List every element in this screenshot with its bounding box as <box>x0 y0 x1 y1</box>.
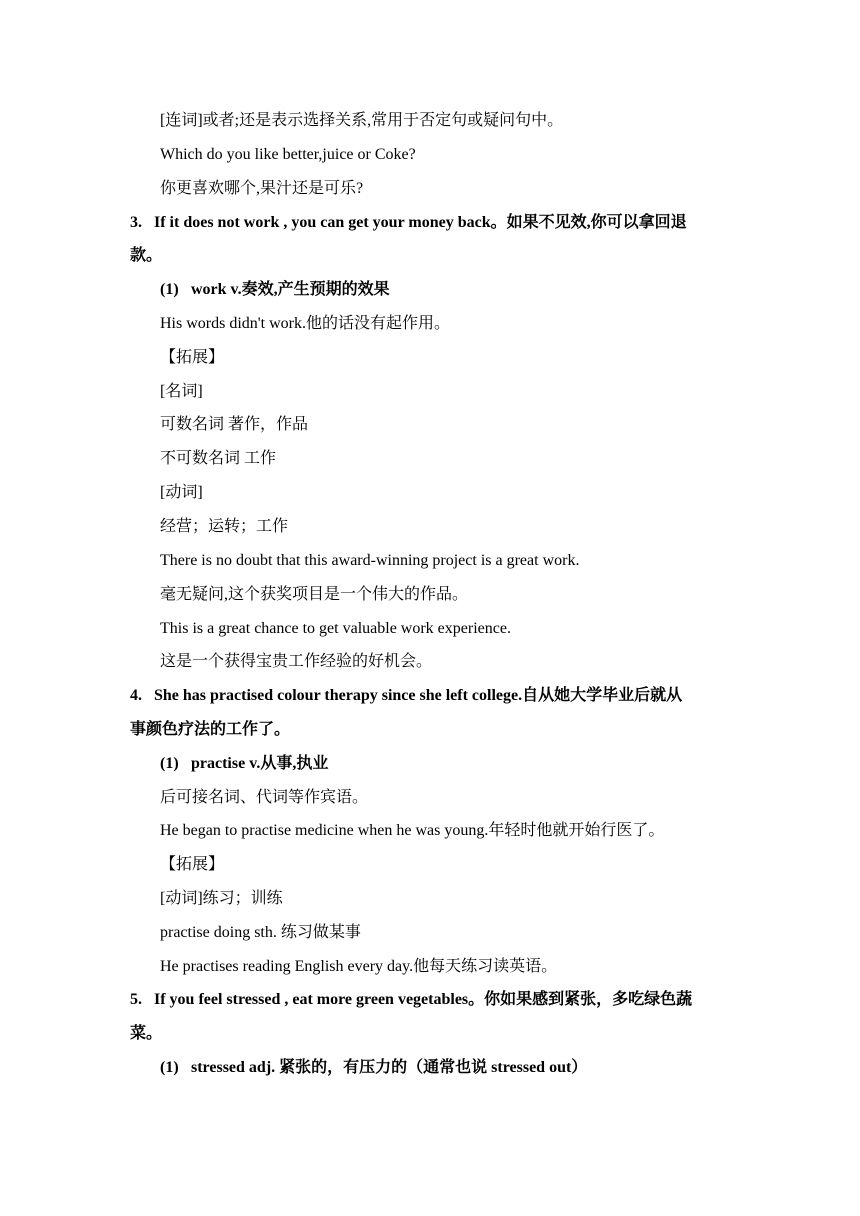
subheading-5-1 <box>160 1058 587 1078</box>
text-line: 你更喜欢哪个,果汁还是可乐? <box>160 180 364 197</box>
text-line: 经营；运转；工作 <box>160 518 289 535</box>
text-line: [名词] <box>160 383 203 400</box>
text-line: His words didn't work.他的话没有起作用。 <box>160 315 450 332</box>
text-line: He began to practise medicine when he was young.年轻时他就开始行医了。 <box>160 822 665 839</box>
text-line: 后可接名词、代词等作宾语。 <box>160 789 369 806</box>
section-heading-4 <box>130 686 682 706</box>
section-sentence: If you feel stressed , eat more green vegetables。你如果感到紧张，多吃绿色蔬 <box>154 991 693 1008</box>
text-line: He practises reading English every day.他每天练习读英语。 <box>160 958 558 975</box>
text-line: This is a great chance to get valuable work experience. <box>160 620 511 637</box>
subheading-text: work v.奏效,产生预期的效果 <box>191 281 390 298</box>
text-line: [连词]或者;还是表示选择关系,常用于否定句或疑问句中。 <box>160 112 564 129</box>
section-heading-4-continuation: 事颜色疗法的工作了。 <box>130 721 291 738</box>
section-number: 5. <box>130 991 142 1008</box>
expansion-label: 【拓展】 <box>160 349 225 366</box>
subheading-3-1 <box>160 280 390 300</box>
text-line: There is no doubt that this award-winning project is a great work. <box>160 552 580 569</box>
section-number: 4. <box>130 687 142 704</box>
text-line: 可数名词 著作，作品 <box>160 416 309 433</box>
subheading-text: stressed adj. 紧张的，有压力的（通常也说 stressed out） <box>191 1059 588 1076</box>
expansion-label: 【拓展】 <box>160 856 225 873</box>
subheading-text: practise v.从事,执业 <box>191 755 329 772</box>
section-heading-5 <box>130 990 692 1010</box>
text-line: practise doing sth. 练习做某事 <box>160 924 361 941</box>
subheading-number: (1) <box>160 1059 179 1076</box>
subheading-4-1 <box>160 754 328 774</box>
section-number: 3. <box>130 214 142 231</box>
section-sentence: She has practised colour therapy since she left college.自从她大学毕业后就从 <box>154 687 683 704</box>
section-sentence: If it does not work , you can get your money back。如果不见效,你可以拿回退 <box>154 214 687 231</box>
text-line: [动词] <box>160 484 203 501</box>
section-heading-3 <box>130 213 687 233</box>
text-line: 这是一个获得宝贵工作经验的好机会。 <box>160 653 433 670</box>
section-heading-3-continuation: 款。 <box>130 247 163 264</box>
subheading-number: (1) <box>160 281 179 298</box>
text-line: Which do you like better,juice or Coke? <box>160 146 416 163</box>
text-line: 毫无疑问,这个获奖项目是一个伟大的作品。 <box>160 586 469 603</box>
text-line: [动词]练习；训练 <box>160 890 283 907</box>
section-heading-5-continuation: 菜。 <box>130 1025 163 1042</box>
subheading-number: (1) <box>160 755 179 772</box>
text-line: 不可数名词 工作 <box>160 450 277 467</box>
